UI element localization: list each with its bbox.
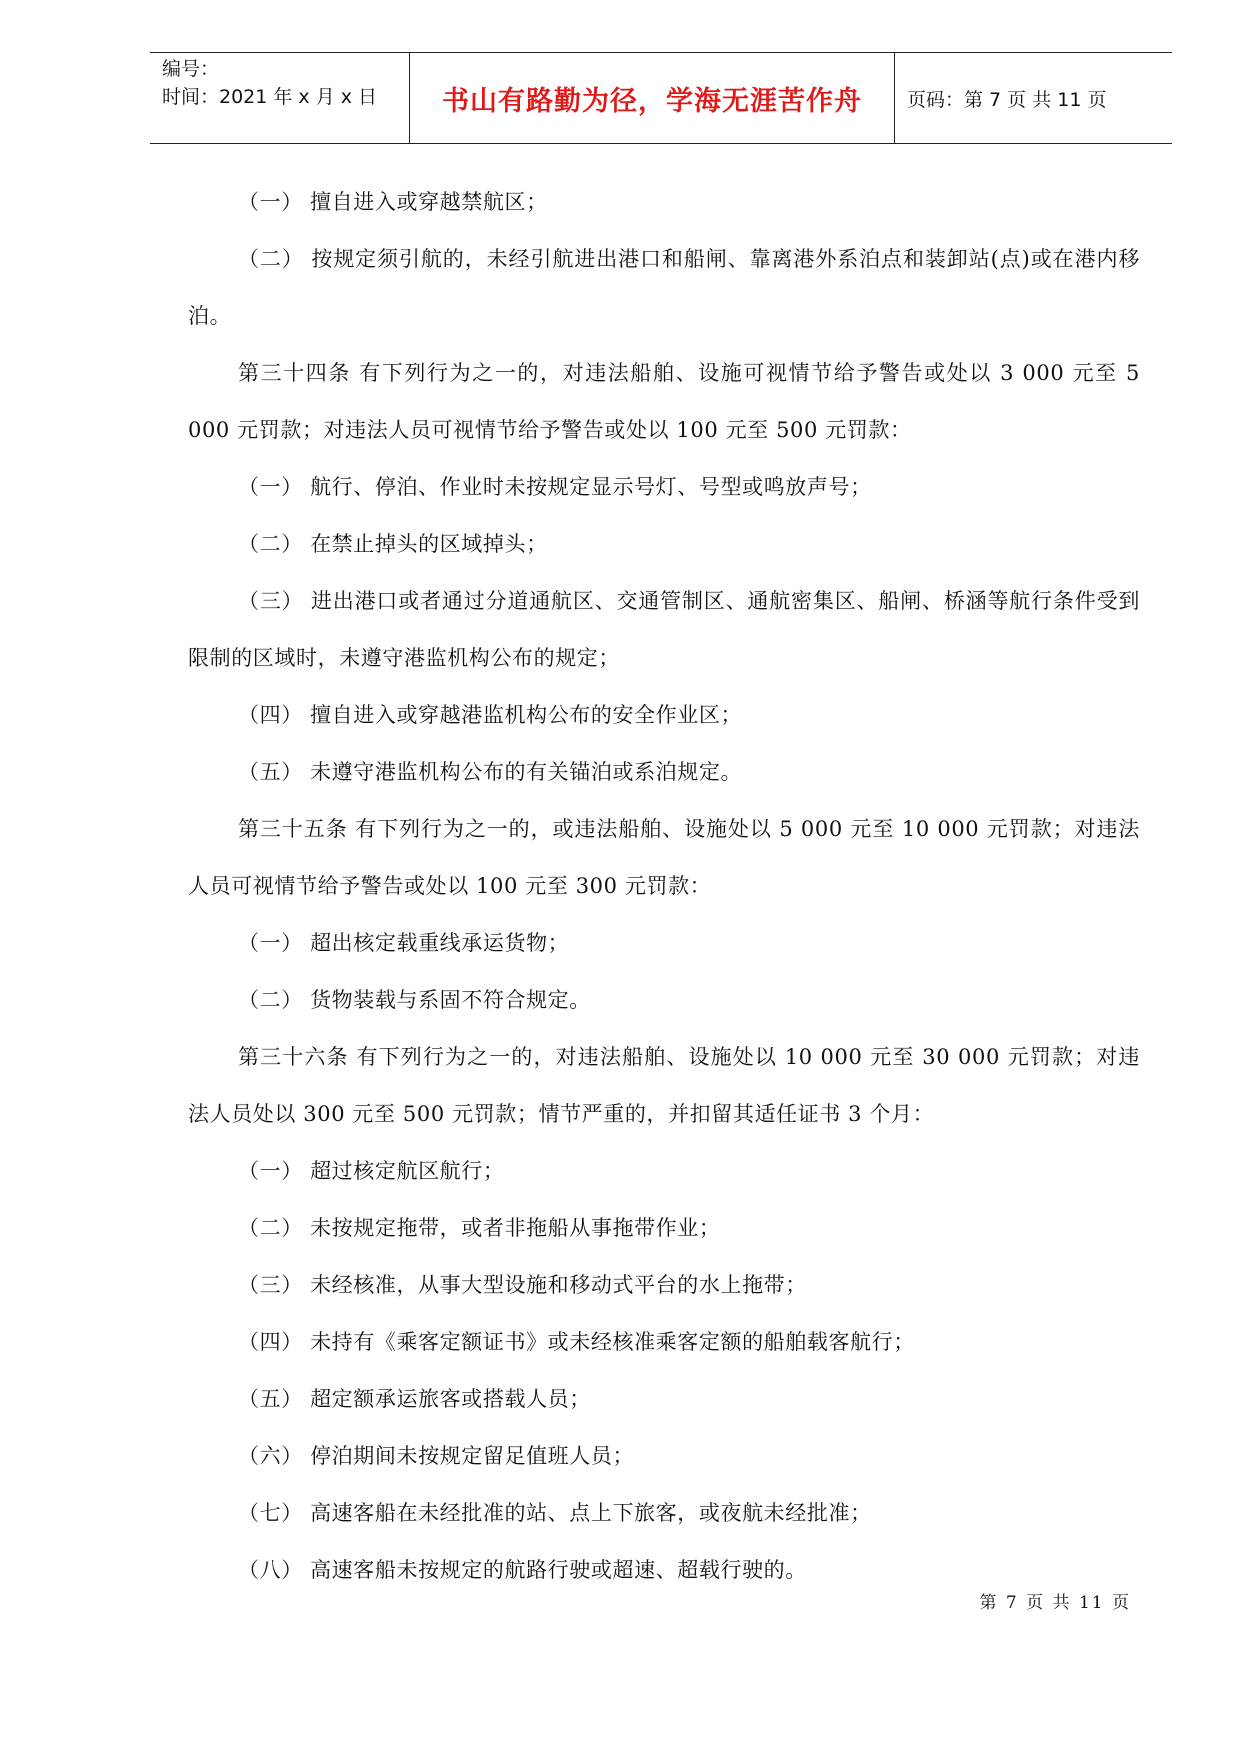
article-35: 第三十五条 有下列行为之一的，或违法船舶、设施处以 5 000 元至 10 000 元罚款；对违法人员可视情节给予警告或处以 100 元至 300 元罚款： xyxy=(188,817,1140,898)
paragraph: （一） 擅自进入或穿越禁航区； xyxy=(238,190,548,214)
paragraph: （三） 进出港口或者通过分道通航区、交通管制区、通航密集区、船闸、桥涵等航行条件受到限制的区域时，未遵守港监机构公布的规定； xyxy=(188,589,1140,670)
paragraph: （二） 未按规定拖带，或者非拖船从事拖带作业； xyxy=(238,1216,721,1240)
paragraph: （二） 货物装载与系固不符合规定。 xyxy=(238,988,591,1012)
date-label: 时间：2021 年 x 月 x 日 xyxy=(162,86,378,108)
paragraph: （一） 超出核定载重线承运货物； xyxy=(238,931,570,955)
paragraph: （五） 未遵守港监机构公布的有关锚泊或系泊规定。 xyxy=(238,760,743,784)
paragraph: （二） 按规定须引航的，未经引航进出港口和船闸、靠离港外系泊点和装卸站(点)或在港内移泊。 xyxy=(188,247,1140,328)
header-motto: 书山有路勤为径，学海无涯苦作舟 xyxy=(410,53,895,143)
paragraph: （一） 航行、停泊、作业时未按规定显示号灯、号型或鸣放声号； xyxy=(238,475,872,499)
paragraph: （四） 未持有《乘客定额证书》或未经核准乘客定额的船舶载客航行； xyxy=(238,1330,915,1354)
header-meta xyxy=(150,53,410,143)
paragraph: （一） 超过核定航区航行； xyxy=(238,1159,505,1183)
paragraph: （七） 高速客船在未经批准的站、点上下旅客，或夜航未经批准； xyxy=(238,1501,872,1525)
paragraph: （五） 超定额承运旅客或搭载人员； xyxy=(238,1387,591,1411)
paragraph: （二） 在禁止掉头的区域掉头； xyxy=(238,532,548,556)
paragraph: （八） 高速客船未按规定的航路行驶或超速、超载行驶的。 xyxy=(238,1558,807,1582)
document-body xyxy=(188,174,1140,1599)
article-36: 第三十六条 有下列行为之一的，对违法船舶、设施处以 10 000 元至 30 000 元罚款；对违法人员处以 300 元至 500 元罚款；情节严重的，并扣留其适任证书 3 个月： xyxy=(188,1045,1140,1126)
page-header xyxy=(150,52,1172,144)
paragraph: （四） 擅自进入或穿越港监机构公布的安全作业区； xyxy=(238,703,743,727)
article-34: 第三十四条 有下列行为之一的，对违法船舶、设施可视情节给予警告或处以 3 000 元至 5 000 元罚款；对违法人员可视情节给予警告或处以 100 元至 500 元罚款： xyxy=(188,361,1140,442)
serial-number-label: 编号： xyxy=(162,58,220,80)
page-footer: 第 7 页 共 11 页 xyxy=(979,1593,1131,1613)
header-page-info: 页码：第 7 页 共 11 页 xyxy=(907,88,1107,111)
paragraph: （六） 停泊期间未按规定留足值班人员； xyxy=(238,1444,635,1468)
paragraph: （三） 未经核准，从事大型设施和移动式平台的水上拖带； xyxy=(238,1273,807,1297)
